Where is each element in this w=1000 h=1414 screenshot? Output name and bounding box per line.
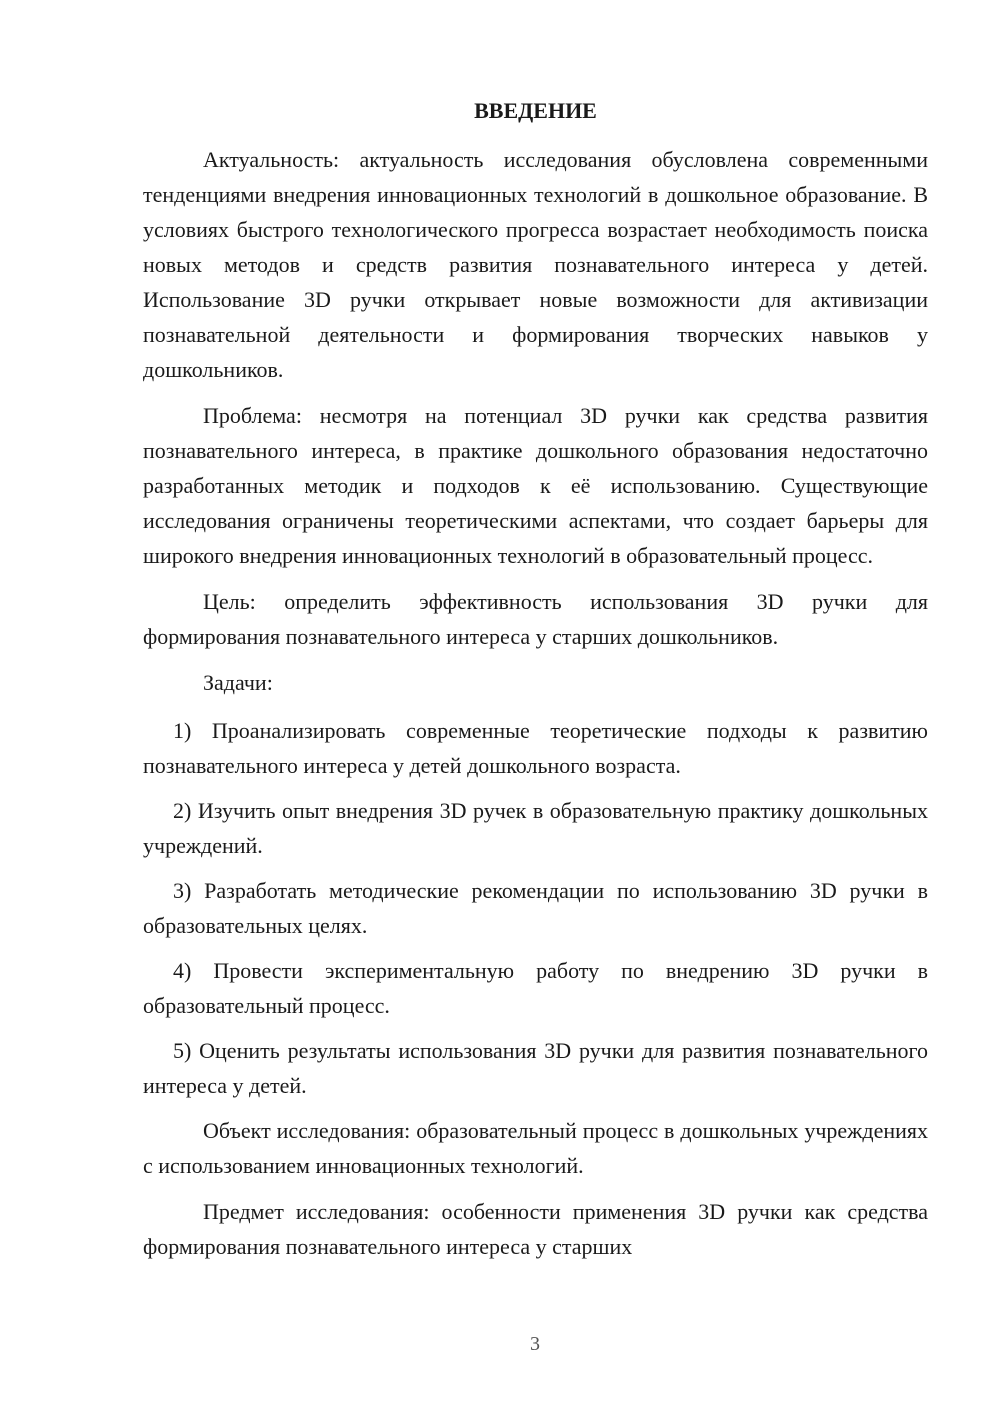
document-page bbox=[143, 93, 928, 1275]
paragraph-object: Объект исследования: образовательный процесс в дошкольных учреждениях с использованием инновационных технологий. bbox=[143, 1118, 928, 1178]
section-title: ВВЕДЕНИЕ bbox=[474, 98, 597, 123]
paragraph-subject: Предмет исследования: особенности применения 3D ручки как средства формирования познавательного интереса у старших bbox=[143, 1199, 928, 1259]
paragraph-problem: Проблема: несмотря на потенциал 3D ручки как средства развития познавательного интереса, в практике дошкольного образования недостаточно разработанных методик и подходов к её использованию. Существующие исследования ограничены теоретическими аспектами, что создает барьеры для широкого внедрения инновационных технологий в образовательный процесс. bbox=[143, 403, 928, 568]
tasks-heading: Задачи: bbox=[203, 670, 273, 695]
paragraph-relevance: Актуальность: актуальность исследования обусловлена современными тенденциями внедрения инновационных технологий в дошкольное образование. В условиях быстрого технологического прогресса возрастает необходимость поиска новых методов и средств развития познавательного интереса у детей. Использование 3D ручки открывает новые возможности для активизации познавательной деятельности и формирования творческих навыков у дошкольников. bbox=[143, 147, 928, 382]
task-item-5: 5) Оценить результаты использования 3D ручки для развития познавательного интереса у детей. bbox=[143, 1038, 928, 1098]
task-item-1: 1) Проанализировать современные теоретические подходы к развитию познавательного интереса у детей дошкольного возраста. bbox=[143, 718, 928, 778]
page-number: 3 bbox=[530, 1333, 540, 1355]
task-item-2: 2) Изучить опыт внедрения 3D ручек в образовательную практику дошкольных учреждений. bbox=[143, 798, 928, 858]
paragraph-goal: Цель: определить эффективность использования 3D ручки для формирования познавательного интереса у старших дошкольников. bbox=[143, 589, 928, 649]
task-item-3: 3) Разработать методические рекомендации по использованию 3D ручки в образовательных целях. bbox=[143, 878, 928, 938]
task-item-4: 4) Провести экспериментальную работу по внедрению 3D ручки в образовательный процесс. bbox=[143, 958, 928, 1018]
